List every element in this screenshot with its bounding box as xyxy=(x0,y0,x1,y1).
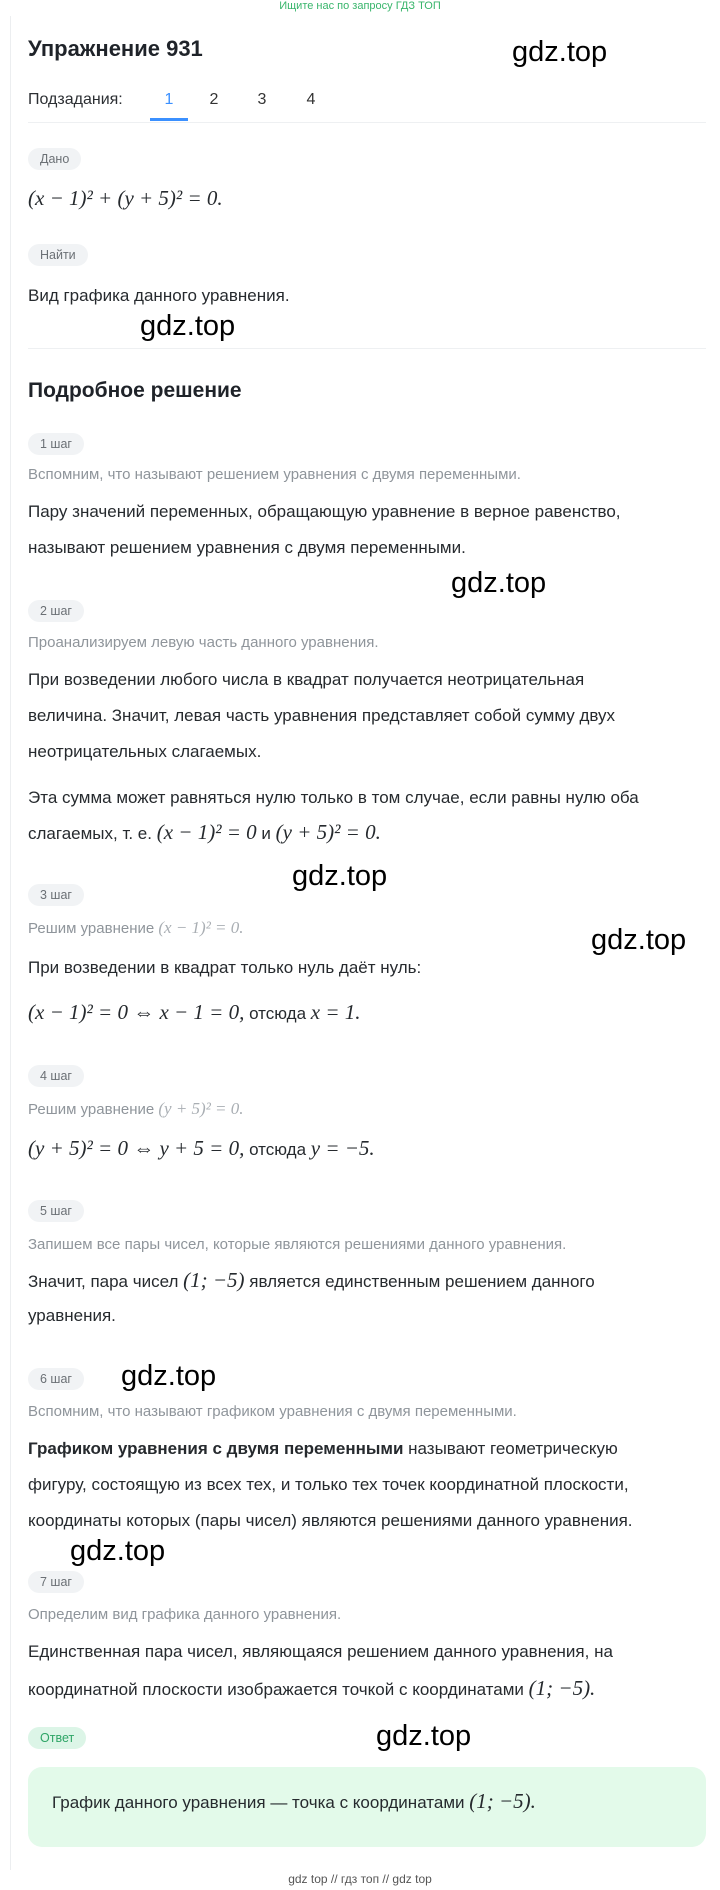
step-2-line-1: При возведении любого числа в квадрат получается неотрицательная xyxy=(28,670,585,689)
step-1-hint: Вспомним, что называют решением уравнения с двумя переменными. xyxy=(28,466,521,483)
solution-heading: Подробное решение xyxy=(28,379,242,402)
step-3-eq-result: x = 1. xyxy=(310,1000,361,1024)
step-3-hint-math: (x − 1)² = 0. xyxy=(158,918,244,937)
subtasks-label: Подзадания: xyxy=(28,91,123,108)
step-5-math: (1; −5) xyxy=(183,1268,245,1292)
watermark: gdz.top xyxy=(70,1535,166,1567)
step-3-equation xyxy=(28,994,708,1032)
step-5-line-2: уравнения. xyxy=(28,1306,116,1325)
step-7-line-1: Единственная пара чисел, являющаяся решением данного уравнения, на xyxy=(28,1642,613,1661)
step-4-eq-result: y = −5. xyxy=(310,1136,375,1160)
step-4-pill: 4 шаг xyxy=(28,1065,84,1087)
answer-box xyxy=(28,1767,706,1847)
watermark: gdz.top xyxy=(121,1360,217,1392)
tab-1[interactable]: 1 xyxy=(164,91,174,108)
given-pill: Дано xyxy=(28,148,81,170)
footer-links[interactable]: gdz top // гдз топ // gdz top xyxy=(288,1872,432,1886)
step-7-math: (1; −5). xyxy=(528,1676,596,1700)
step-5-prefix: Значит, пара чисел xyxy=(28,1272,179,1291)
step-6-line-1-rest: называют геометрическую xyxy=(408,1439,618,1458)
step-6-term: Графиком уравнения с двумя переменными xyxy=(28,1439,404,1458)
step-3-line-1: При возведении в квадрат только нуль даёт нуль: xyxy=(28,958,422,977)
find-text: Вид графика данного уравнения. xyxy=(28,286,290,305)
step-2-line-4: Эта сумма может равняться нулю только в том случае, если равны нулю оба xyxy=(28,788,639,807)
watermark: gdz.top xyxy=(451,567,547,599)
step-6-line-2: фигуру, состоящую из всех тех, и только тех точек координатной плоскости, xyxy=(28,1475,629,1494)
step-7-hint: Определим вид графика данного уравнения. xyxy=(28,1606,342,1623)
step-4-eq-text: отсюда xyxy=(249,1140,307,1159)
step-3-eq-text: отсюда xyxy=(249,1004,307,1023)
step-4-hint-math: (y + 5)² = 0. xyxy=(158,1099,244,1118)
given-equation: (x − 1)² + (y + 5)² = 0. xyxy=(28,186,223,210)
step-3-hint-prefix: Решим уравнение xyxy=(28,920,155,937)
watermark: gdz.top xyxy=(140,310,236,342)
find-pill: Найти xyxy=(28,244,88,266)
step-4-equation xyxy=(28,1130,708,1168)
tab-2[interactable]: 2 xyxy=(209,91,219,108)
step-4-eq-math: (y + 5)² = 0 ⇔ y + 5 = 0, xyxy=(28,1136,245,1160)
watermark: gdz.top xyxy=(512,36,608,68)
step-2-line-3: неотрицательных слагаемых. xyxy=(28,742,262,761)
watermark: gdz.top xyxy=(376,1720,472,1752)
tab-3[interactable]: 3 xyxy=(257,91,267,108)
step-2-and: и xyxy=(261,824,271,843)
step-1-line-1: Пару значений переменных, обращающую уравнение в верное равенство, xyxy=(28,502,621,521)
step-7-pill: 7 шаг xyxy=(28,1571,84,1593)
step-2-line-5 xyxy=(28,814,708,852)
step-3-hint xyxy=(28,918,244,938)
step-5-suffix: является единственным решением данного xyxy=(249,1272,595,1291)
tab-4[interactable]: 4 xyxy=(306,91,316,108)
step-3-eq-math: (x − 1)² = 0 ⇔ x − 1 = 0, xyxy=(28,1000,245,1024)
step-4-hint xyxy=(28,1099,244,1119)
answer-prefix: График данного уравнения — точка с координатами xyxy=(52,1793,465,1812)
step-2-hint: Проанализируем левую часть данного уравнения. xyxy=(28,634,379,651)
step-6-line-1 xyxy=(28,1431,708,1467)
page-title: Упражнение 931 xyxy=(28,36,203,61)
watermark: gdz.top xyxy=(292,860,388,892)
step-6-hint: Вспомним, что называют графиком уравнения с двумя переменными. xyxy=(28,1403,517,1420)
step-5-line-1 xyxy=(28,1262,708,1300)
answer-text xyxy=(52,1789,536,1814)
step-1-line-2: называют решением уравнения с двумя переменными. xyxy=(28,538,466,557)
active-tab-indicator xyxy=(150,118,188,121)
step-4-hint-prefix: Решим уравнение xyxy=(28,1101,155,1118)
step-6-line-3: координаты которых (пары чисел) являются решениями данного уравнения. xyxy=(28,1511,633,1530)
step-2-line-2: величина. Значит, левая часть уравнения представляет собой сумму двух xyxy=(28,706,616,725)
answer-math: (1; −5). xyxy=(469,1789,536,1813)
top-banner[interactable]: Ищите нас по запросу ГДЗ ТОП xyxy=(279,0,441,12)
step-2-math-2: (y + 5)² = 0. xyxy=(275,820,381,844)
step-5-pill: 5 шаг xyxy=(28,1200,84,1222)
step-5-hint: Запишем все пары чисел, которые являются решениями данного уравнения. xyxy=(28,1236,567,1253)
step-2-pill: 2 шаг xyxy=(28,600,84,622)
step-7-line-2 xyxy=(28,1670,708,1708)
step-2-math-1: (x − 1)² = 0 xyxy=(156,820,257,844)
step-1-pill: 1 шаг xyxy=(28,433,84,455)
step-2-line-5-prefix: слагаемых, т. е. xyxy=(28,824,152,843)
step-7-line-2-prefix: координатной плоскости изображается точкой с координатами xyxy=(28,1680,524,1699)
section-divider xyxy=(28,348,706,349)
tabs-divider xyxy=(28,122,706,123)
step-3-pill: 3 шаг xyxy=(28,884,84,906)
answer-pill: Ответ xyxy=(28,1727,86,1749)
step-6-pill: 6 шаг xyxy=(28,1368,84,1390)
watermark: gdz.top xyxy=(591,924,687,956)
